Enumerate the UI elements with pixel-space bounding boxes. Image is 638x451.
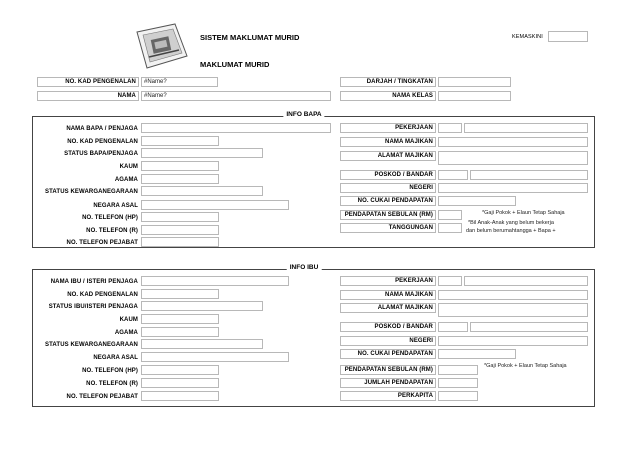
father-tax-field[interactable]	[438, 196, 516, 206]
father-race-label: KAUM	[119, 164, 138, 170]
father-country-label: NEGARA ASAL	[93, 203, 138, 209]
mother-total-income-label: JUMLAH PENDAPATAN	[364, 380, 433, 386]
father-office-phone-label: NO. TELEFON PEJABAT	[66, 240, 138, 246]
father-tax-label: NO. CUKAI PENDAPATAN	[357, 198, 433, 204]
father-religion-field[interactable]	[141, 174, 219, 184]
father-state-field[interactable]	[438, 183, 588, 193]
mother-state-field[interactable]	[438, 336, 588, 346]
mother-race-field[interactable]	[141, 314, 219, 324]
mother-employer-address-field[interactable]	[438, 303, 588, 317]
mother-hp-label: NO. TELEFON (HP)	[82, 368, 138, 374]
student-name-field[interactable]	[141, 91, 331, 101]
mother-office-phone-label: NO. TELEFON PEJABAT	[66, 394, 138, 400]
father-dependents-field[interactable]	[438, 223, 462, 233]
mother-ic-label: NO. KAD PENGENALAN	[67, 292, 138, 298]
father-job-field-a[interactable]	[438, 123, 462, 133]
class-label: NAMA KELAS	[392, 93, 433, 99]
father-income-note: *Gaji Pokok + Elaun Tetap Sahaja	[482, 210, 565, 216]
father-income-label: PENDAPATAN SEBULAN (RM)	[344, 212, 433, 218]
mother-home-phone-field[interactable]	[141, 378, 219, 388]
mother-status-field[interactable]	[141, 301, 263, 311]
mother-state-label: NEGERI	[409, 338, 433, 344]
father-job-label: PEKERJAAN	[395, 125, 433, 131]
mother-tax-label: NO. CUKAI PENDAPATAN	[357, 351, 433, 357]
update-label: KEMASKINI	[512, 34, 543, 40]
mother-per-capita-label: PERKAPITA	[397, 393, 433, 399]
father-citizenship-label: STATUS KEWARGANEGARAAN	[45, 189, 138, 195]
school-logo	[131, 22, 189, 70]
mother-postcode-label: POSKOD / BANDAR	[374, 324, 433, 330]
student-ic-label: NO. KAD PENGENALAN	[65, 79, 136, 85]
father-ic-field[interactable]	[141, 136, 219, 146]
father-home-phone-label: NO. TELEFON (R)	[86, 228, 138, 234]
page-subtitle: MAKLUMAT MURID	[200, 60, 270, 69]
mother-hp-field[interactable]	[141, 365, 219, 375]
father-employer-field[interactable]	[438, 137, 588, 147]
mother-employer-field[interactable]	[438, 290, 588, 300]
father-employer-label: NAMA MAJIKAN	[385, 139, 433, 145]
update-button[interactable]	[548, 31, 588, 42]
mother-employer-label: NAMA MAJIKAN	[385, 292, 433, 298]
mother-name-label: NAMA IBU / ISTERI PENJAGA	[50, 279, 138, 285]
mother-job-label: PEKERJAAN	[395, 278, 433, 284]
father-home-phone-field[interactable]	[141, 225, 219, 235]
mother-city-field[interactable]	[470, 322, 588, 332]
mother-tax-field[interactable]	[438, 349, 516, 359]
mother-religion-field[interactable]	[141, 327, 219, 337]
class-field[interactable]	[438, 91, 511, 101]
father-section-title: INFO BAPA	[283, 111, 324, 118]
father-postcode-field[interactable]	[438, 170, 468, 180]
father-office-phone-field[interactable]	[141, 237, 219, 247]
mother-name-field[interactable]	[141, 276, 289, 286]
father-hp-label: NO. TELEFON (HP)	[82, 215, 138, 221]
father-citizenship-field[interactable]	[141, 186, 263, 196]
father-hp-field[interactable]	[141, 212, 219, 222]
mother-employer-address-label: ALAMAT MAJIKAN	[377, 305, 433, 311]
father-dependents-label: TANGGUNGAN	[388, 225, 433, 231]
mother-job-field-b[interactable]	[464, 276, 588, 286]
mother-job-field-a[interactable]	[438, 276, 462, 286]
father-employer-address-field[interactable]	[438, 151, 588, 165]
mother-religion-label: AGAMA	[114, 330, 138, 336]
mother-home-phone-label: NO. TELEFON (R)	[86, 381, 138, 387]
mother-section-title: INFO IBU	[287, 264, 322, 271]
father-name-field[interactable]	[141, 123, 331, 133]
father-state-label: NEGERI	[409, 185, 433, 191]
mother-ic-field[interactable]	[141, 289, 219, 299]
mother-per-capita-field[interactable]	[438, 391, 478, 401]
mother-citizenship-field[interactable]	[141, 339, 263, 349]
father-income-field[interactable]	[438, 210, 462, 220]
father-country-field[interactable]	[141, 200, 289, 210]
mother-office-phone-field[interactable]	[141, 391, 219, 401]
mother-income-field[interactable]	[438, 365, 478, 375]
mother-postcode-field[interactable]	[438, 322, 468, 332]
student-name-value: #Name?	[144, 93, 167, 99]
mother-country-field[interactable]	[141, 352, 289, 362]
app-title: SISTEM MAKLUMAT MURID	[200, 33, 300, 42]
father-race-field[interactable]	[141, 161, 219, 171]
father-status-field[interactable]	[141, 148, 263, 158]
mother-total-income-field[interactable]	[438, 378, 478, 388]
grade-label: DARJAH / TINGKATAN	[366, 79, 433, 85]
father-job-field-b[interactable]	[464, 123, 588, 133]
father-postcode-label: POSKOD / BANDAR	[374, 172, 433, 178]
father-religion-label: AGAMA	[114, 177, 138, 183]
mother-country-label: NEGARA ASAL	[93, 355, 138, 361]
student-name-label: NAMA	[117, 93, 136, 99]
father-dependents-note-2: dan belum berumahtangga + Bapa +	[466, 228, 556, 234]
grade-field[interactable]	[438, 77, 511, 87]
student-ic-value: #Name?	[144, 79, 167, 85]
father-dependents-note-1: *Bil Anak-Anak yang belum bekerja	[468, 220, 554, 226]
father-city-field[interactable]	[470, 170, 588, 180]
father-name-label: NAMA BAPA / PENJAGA	[66, 126, 138, 132]
father-employer-address-label: ALAMAT MAJIKAN	[377, 153, 433, 159]
father-status-label: STATUS BAPA/PENJAGA	[64, 151, 138, 157]
mother-citizenship-label: STATUS KEWARGANEGARAAN	[45, 342, 138, 348]
mother-race-label: KAUM	[119, 317, 138, 323]
mother-income-label: PENDAPATAN SEBULAN (RM)	[344, 367, 433, 373]
father-ic-label: NO. KAD PENGENALAN	[67, 139, 138, 145]
mother-status-label: STATUS IBU/ISTERI PENJAGA	[48, 304, 138, 310]
mother-income-note: *Gaji Pokok + Elaun Tetap Sahaja	[484, 363, 567, 369]
